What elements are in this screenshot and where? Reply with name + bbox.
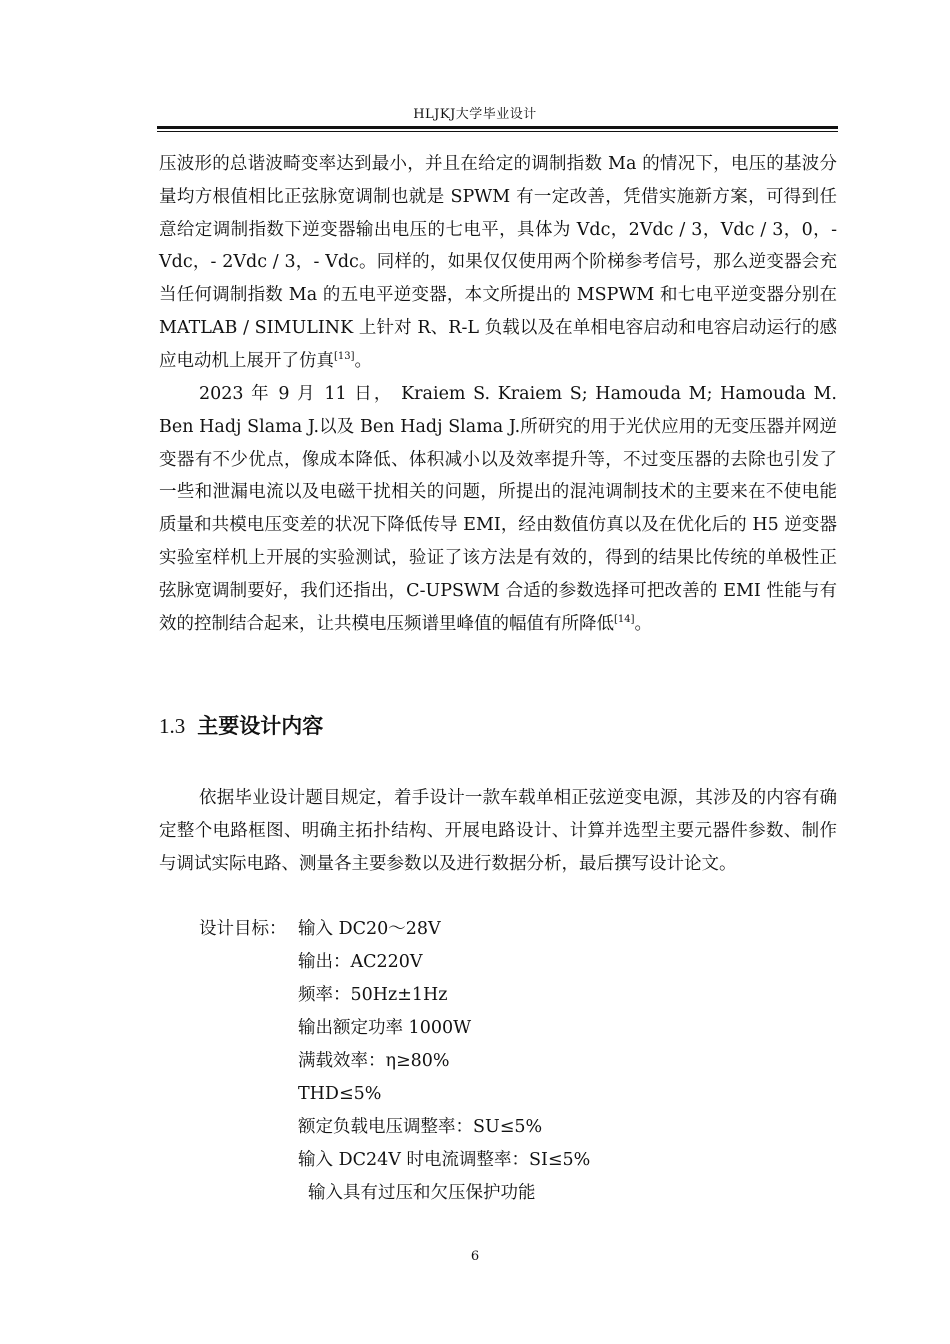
section-number: 1.3 bbox=[159, 714, 186, 738]
header-rule-thick bbox=[157, 126, 838, 129]
goal-item: 输入具有过压和欠压保护功能 bbox=[308, 1183, 536, 1203]
paragraph-text: 压波形的总谐波畸变率达到最小，并且在给定的调制指数 Ma 的情况下，电压的基波分量均方根值相比正弦脉宽调制也就是 SPWM 有一定改善，凭借实施新方案，可得到任意给定调制指数下逆变器输出电压的七电平，具体为 Vdc，2Vdc / 3，Vdc / 3，0，- Vdc，- 2Vdc / 3，- Vdc。同样的，如果仅仅使用两个阶梯参考信号，那么逆变器会充当任何调制指数 Ma 的五电平逆变器，本文所提出的 MSPWM 和七电平逆变器分别在 MATLAB / SIMULINK 上针对 R、R-L 负载以及在单相电容启动和电容启动运行的感应电动机上展开了仿真 bbox=[159, 154, 837, 371]
section-heading bbox=[159, 710, 323, 740]
goal-item: 输入 DC24V 时电流调整率：SI≤5% bbox=[298, 1150, 591, 1170]
section-title: 主要设计内容 bbox=[197, 714, 324, 738]
paragraph-end: 。 bbox=[634, 613, 653, 634]
goal-item: THD≤5% bbox=[298, 1084, 382, 1104]
paragraph-2023 bbox=[159, 378, 837, 640]
header-rule-thin bbox=[157, 131, 838, 132]
paragraph-end: 。 bbox=[354, 350, 373, 371]
page-number: 6 bbox=[470, 1249, 480, 1264]
paragraph-continuation bbox=[159, 148, 837, 378]
goal-item: 额定负载电压调整率：SU≤5% bbox=[298, 1117, 543, 1137]
paragraph-text: 2023 年 9 月 11 日， Kraiem S. Kraiem S; Hamouda M; Hamouda M. Ben Hadj Slama J.以及 Ben Hadj Slama J.所研究的用于光伏应用的无变压器并网逆变器有不少优点，像成本降低、体积减小以及效率提升等，不过变压器的去除也引发了一些和泄漏电流以及电磁干扰相关的问题，所提出的混沌调制技术的主要来在不使电能质量和共模电压变差的状况下降低传导 EMI，经由数值仿真以及在优化后的 H5 逆变器实验室样机上开展的实验测试，验证了该方法是有效的，得到的结果比传统的单极性正弦脉宽调制要好，我们还指出，C-UPSWM 合适的参数选择可把改善的 EMI 性能与有效的控制结合起来，让共模电压频谱里峰值的幅值有所降低 bbox=[159, 384, 837, 634]
goal-item: 满载效率：η≥80% bbox=[298, 1051, 450, 1071]
paragraph-design-intro: 依据毕业设计题目规定，着手设计一款车载单相正弦逆变电源，其涉及的内容有确定整个电路框图、明确主拓扑结构、开展电路设计、计算并选型主要元器件参数、制作与调试实际电路、测量各主要参数以及进行数据分析，最后撰写设计论文。 bbox=[159, 788, 837, 874]
goal-item: 输出额定功率 1000W bbox=[298, 1018, 472, 1038]
citation-ref: [14] bbox=[614, 613, 635, 625]
design-goals-label: 设计目标： bbox=[199, 919, 287, 939]
goal-item: 输出：AC220V bbox=[298, 952, 423, 972]
citation-ref: [13] bbox=[334, 350, 355, 362]
page-header: HLJKJ大学毕业设计 bbox=[413, 107, 537, 122]
goal-item: 输入 DC20～28V bbox=[298, 919, 441, 939]
goal-item: 频率：50Hz±1Hz bbox=[298, 985, 448, 1005]
